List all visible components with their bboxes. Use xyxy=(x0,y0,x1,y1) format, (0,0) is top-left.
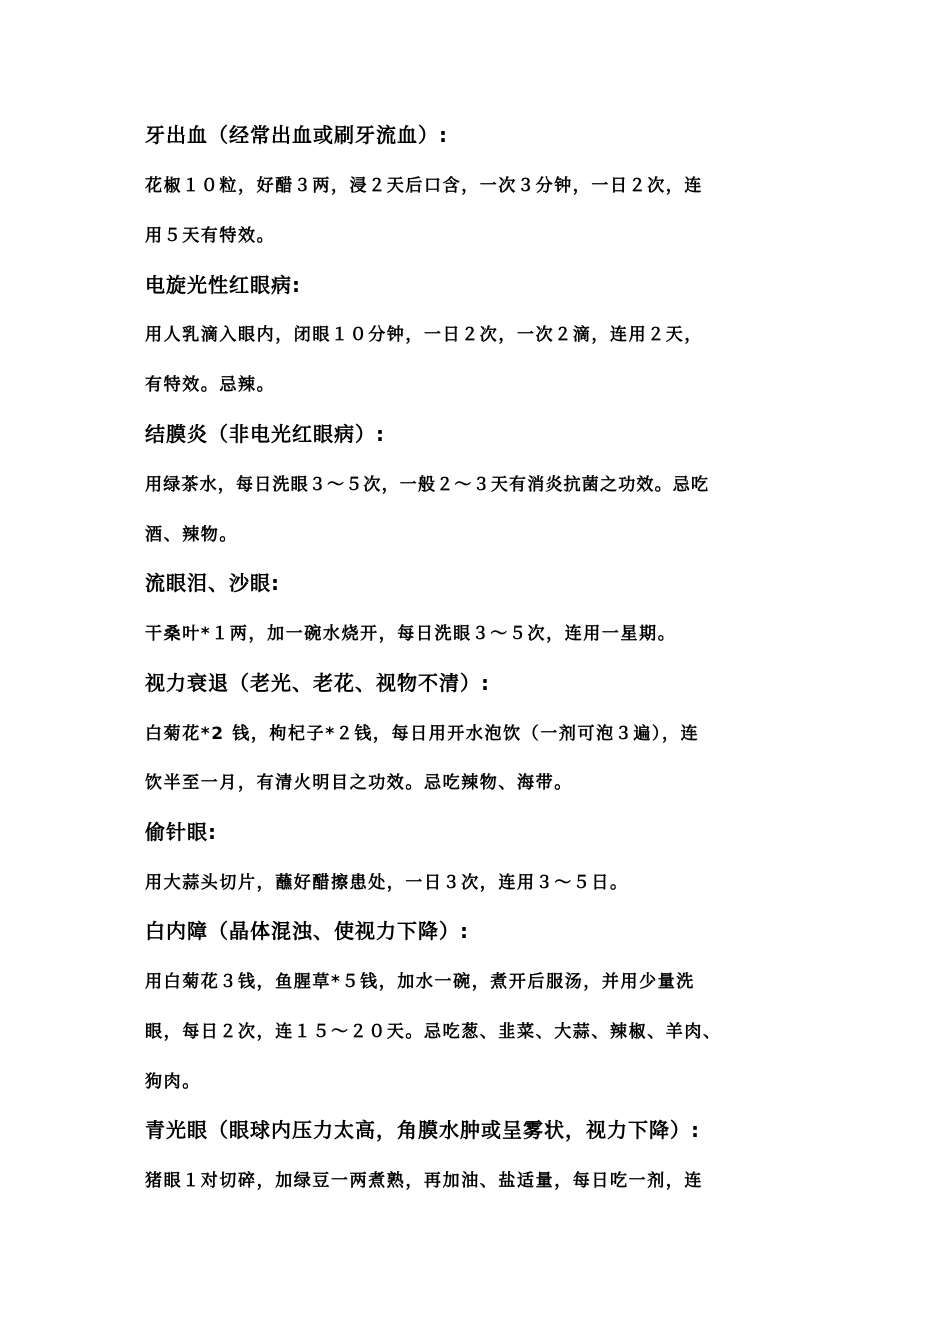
body-line: 猪眼１对切碎，加绿豆一两煮熟，再加油、盐适量，每日吃一剂，连 xyxy=(145,1171,703,1191)
body-line: 用白菊花３钱，鱼腥草*５钱，加水一碗，煮开后服汤，并用少量洗 xyxy=(145,972,695,992)
heading-glaucoma: 青光眼（眼球内压力太高，角膜水肿或呈雾状，视力下降）: xyxy=(145,1118,700,1142)
body-line: 用人乳滴入眼内，闭眼１０分钟，一日２次，一次２滴，连用２天， xyxy=(145,325,703,345)
heading-vision-decline: 视力衰退（老光、老花、视物不清）: xyxy=(145,671,490,695)
heading-conjunctivitis: 结膜炎（非电光红眼病）: xyxy=(145,422,385,446)
body-line: 用绿茶水，每日洗眼３～５次，一般２～３天有消炎抗菌之功效。忌吃 xyxy=(145,475,710,495)
heading-trachoma: 流眼泪、沙眼: xyxy=(145,571,280,595)
body-line: 花椒１０粒，好醋３两，浸２天后口含，一次３分钟，一日２次，连 xyxy=(145,176,703,196)
heading-stye: 偷针眼: xyxy=(145,820,217,844)
body-line: 饮半至一月，有清火明目之功效。忌吃辣物、海带。 xyxy=(145,773,573,793)
body-line: 白菊花*2 钱，枸杞子*２钱，每日用开水泡饮（一剂可泡３遍），连 xyxy=(145,724,700,744)
body-line: 眼，每日２次，连１５～２０天。忌吃葱、韭菜、大蒜、辣椒、羊肉、 xyxy=(145,1022,722,1042)
heading-red-eye: 电旋光性红眼病: xyxy=(145,273,301,297)
body-line: 有特效。忌辣。 xyxy=(145,375,276,395)
heading-cataract: 白内障（晶体混浊、使视力下降）: xyxy=(145,919,469,943)
heading-tooth-bleeding: 牙出血（经常出血或刷牙流血）: xyxy=(145,123,448,147)
body-line: 酒、辣物。 xyxy=(145,525,238,545)
body-line: 狗肉。 xyxy=(145,1072,201,1092)
body-line: 用大蒜头切片，蘸好醋擦患处，一日３次，连用３～５日。 xyxy=(145,873,629,893)
body-line: 用５天有特效。 xyxy=(145,226,276,246)
body-line: 干桑叶*１两，加一碗水烧开，每日洗眼３～５次，连用一星期。 xyxy=(145,624,677,644)
